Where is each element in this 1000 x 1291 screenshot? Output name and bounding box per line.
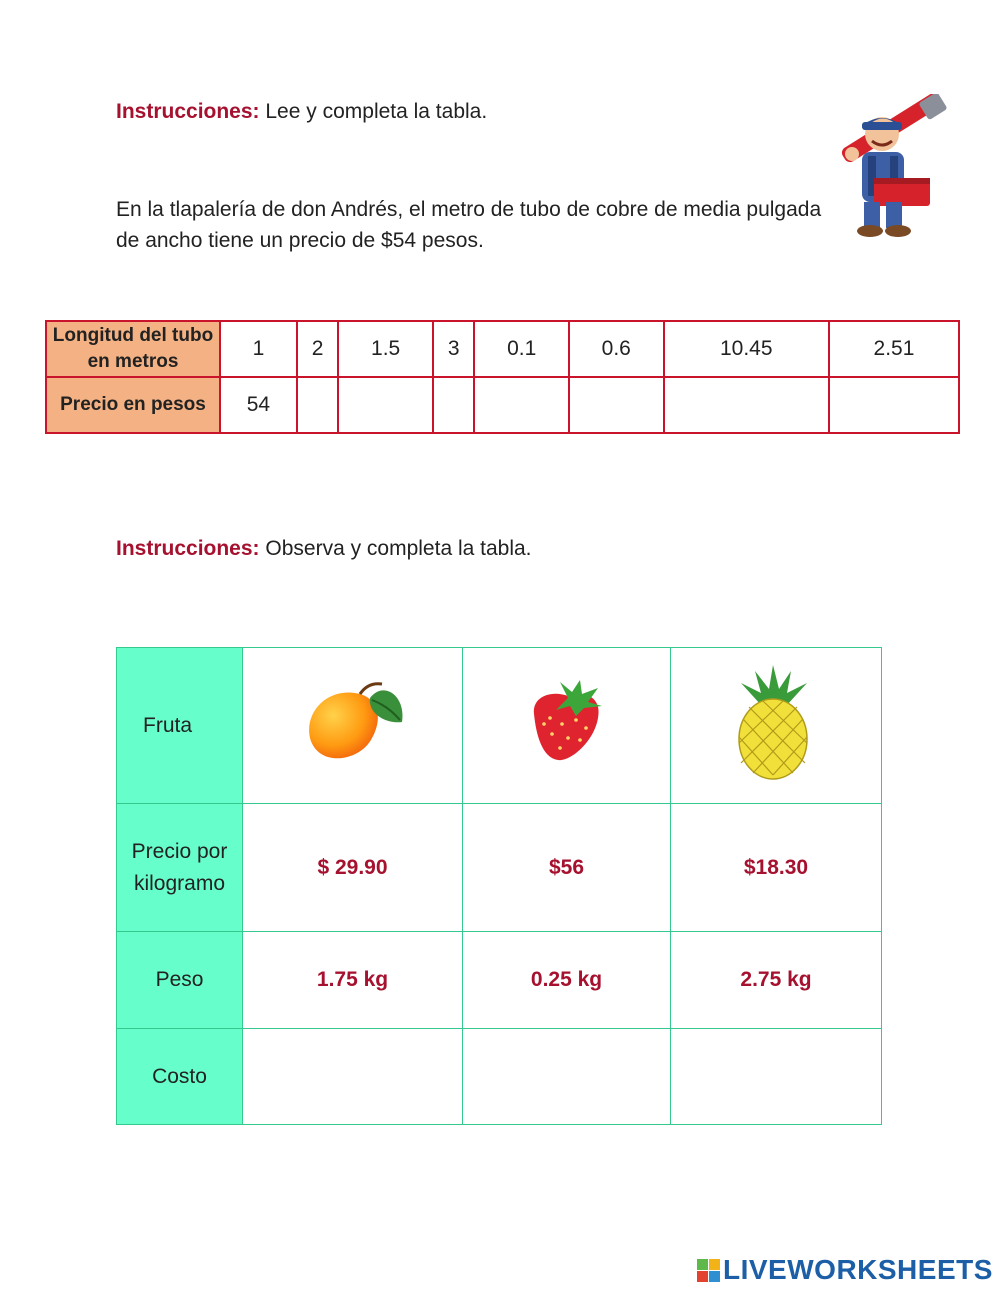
- length-cell: 2: [297, 321, 338, 377]
- strawberry-weight: 0.25 kg: [463, 932, 671, 1029]
- cost-answer-field[interactable]: [463, 1029, 671, 1125]
- instructions-label: Instrucciones:: [116, 100, 260, 123]
- pineapple-cell: [671, 648, 882, 804]
- cost-answer-field[interactable]: [671, 1029, 882, 1125]
- price-answer-field[interactable]: [338, 377, 433, 433]
- price-answer-field[interactable]: [664, 377, 829, 433]
- liveworksheets-logo: [697, 1253, 993, 1287]
- length-cell: 1.5: [338, 321, 433, 377]
- pipe-price-table: [45, 320, 960, 434]
- problem-paragraph: En la tlapalería de don Andrés, el metro de tubo de cobre de media pulgada de ancho tiene un precio de $54 pesos.: [116, 198, 822, 252]
- fruit-cost-table: [116, 647, 882, 1125]
- length-cell: 0.6: [569, 321, 664, 377]
- plumber-illustration-icon: [826, 94, 950, 238]
- logo-blocks-icon: [697, 1259, 720, 1282]
- instructions-1: [116, 100, 487, 124]
- instructions-text: Observa y completa la tabla.: [259, 537, 532, 560]
- peso-header: Peso: [117, 932, 243, 1029]
- length-cell: 0.1: [474, 321, 569, 377]
- pineapple-price: $18.30: [671, 804, 882, 932]
- fruit-row: [117, 648, 882, 804]
- price-per-kg-row: [117, 804, 882, 932]
- price-answer-field[interactable]: [433, 377, 474, 433]
- price-answer-field[interactable]: [569, 377, 664, 433]
- mango-icon: [298, 676, 408, 771]
- length-cell: 2.51: [829, 321, 959, 377]
- costo-header: Costo: [117, 1029, 243, 1125]
- length-row: [46, 321, 959, 377]
- price-header: Precio en pesos: [46, 377, 220, 433]
- logo-text: LIVEWORKSHEETS: [723, 1254, 993, 1285]
- price-cell: 54: [220, 377, 297, 433]
- pineapple-icon: [721, 663, 831, 783]
- mango-weight: 1.75 kg: [243, 932, 463, 1029]
- mango-cell: [243, 648, 463, 804]
- length-cell: 3: [433, 321, 474, 377]
- length-cell: 10.45: [664, 321, 829, 377]
- price-answer-field[interactable]: [297, 377, 338, 433]
- instructions-text: Lee y completa la tabla.: [259, 100, 488, 123]
- length-header: Longitud del tubo en metros: [46, 321, 220, 377]
- instructions-2: [116, 537, 532, 561]
- mango-price: $ 29.90: [243, 804, 463, 932]
- strawberry-price: $56: [463, 804, 671, 932]
- pineapple-weight: 2.75 kg: [671, 932, 882, 1029]
- weight-row: [117, 932, 882, 1029]
- length-cell: 1: [220, 321, 297, 377]
- price-row: [46, 377, 959, 433]
- instructions-label: Instrucciones:: [116, 537, 260, 560]
- strawberry-icon: [522, 676, 612, 771]
- cost-row: [117, 1029, 882, 1125]
- strawberry-cell: [463, 648, 671, 804]
- price-answer-field[interactable]: [474, 377, 569, 433]
- cost-answer-field[interactable]: [243, 1029, 463, 1125]
- fruta-header: Fruta: [117, 648, 243, 804]
- precio-header: Precio por kilogramo: [117, 804, 243, 932]
- price-answer-field[interactable]: [829, 377, 959, 433]
